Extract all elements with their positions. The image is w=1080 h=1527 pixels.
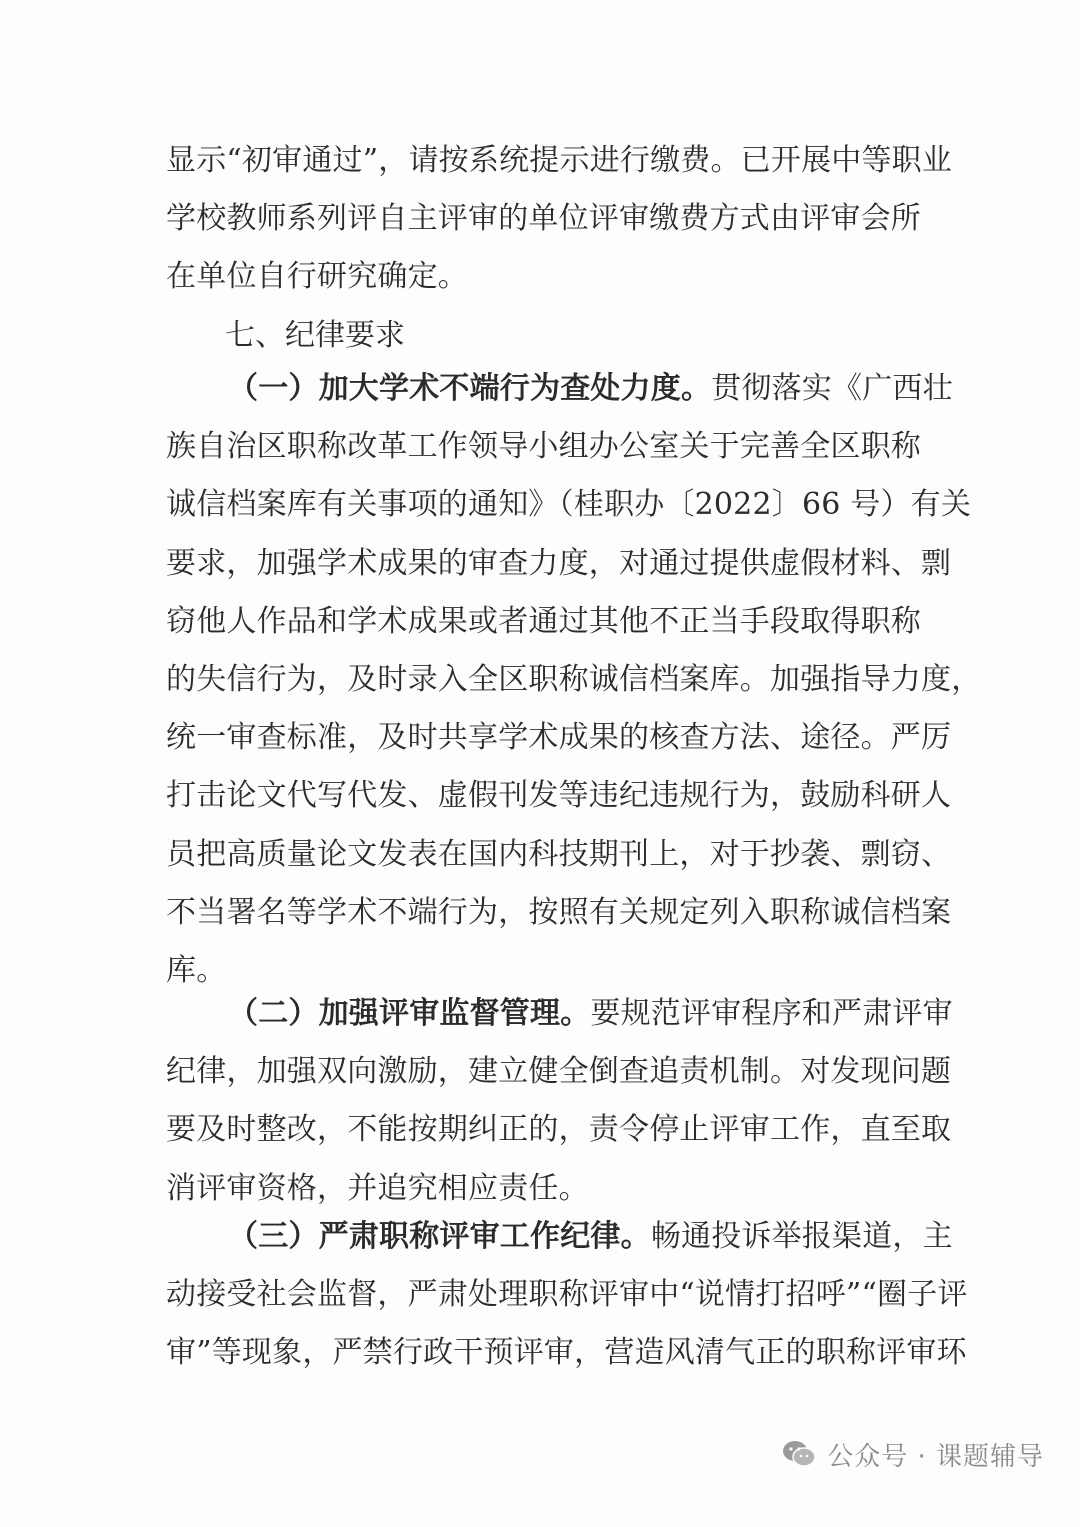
text-line: 不当署名等学术不端行为，按照有关规定列入职称诚信档案 — [166, 894, 952, 930]
section-heading: 七、纪律要求 — [225, 318, 405, 353]
paragraph-title: （三）严肃职称评审工作纪律。 — [228, 1219, 651, 1254]
text-line-content: 畅通投诉举报渠道，主 — [650, 1219, 953, 1254]
text-line-content: 要规范评审程序和严肃评审 — [590, 996, 953, 1031]
paragraph-review-discipline — [166, 1208, 968, 1383]
text-line: 族自治区职称改革工作领导小组办公室关于完善全区职称 — [166, 429, 921, 465]
text-line — [166, 1208, 953, 1266]
text-line: 消评审资格，并追究相应责任。 — [166, 1170, 589, 1206]
paragraph-review-supervision — [166, 985, 953, 1218]
paragraph-title: （二）加强评审监督管理。 — [228, 996, 591, 1031]
text-line: 库。 — [166, 952, 227, 988]
text-line: 审”等现象，严禁行政干预评审，营造风清气正的职称评审环 — [166, 1335, 967, 1371]
paragraph-academic-misconduct — [166, 360, 982, 1000]
text-line — [166, 985, 953, 1043]
text-line: 要求，加强学术成果的审查力度，对通过提供虚假材料、剽 — [166, 545, 952, 581]
text-line: 在单位自行研究确定。 — [166, 259, 468, 295]
text-line: 窃他人作品和学术成果或者通过其他不正当手段取得职称 — [166, 603, 921, 639]
text-line: 纪律，加强双向激励，建立健全倒查追责机制。对发现问题 — [166, 1054, 952, 1090]
text-line: 诚信档案库有关事项的通知》（桂职办〔2022〕66 号）有关 — [166, 487, 972, 523]
wechat-icon — [781, 1439, 817, 1469]
text-line: 打击论文代写代发、虚假刊发等违纪违规行为，鼓励科研人 — [166, 778, 952, 814]
text-line — [166, 360, 953, 418]
text-line-content: 贯彻落实《广西壮 — [711, 371, 953, 406]
text-line: 的失信行为，及时录入全区职称诚信档案库。加强指导力度， — [166, 661, 982, 697]
watermark-text: 公众号 · 课题辅导 — [827, 1441, 1044, 1472]
text-line: 统一审查标准，及时共享学术成果的核查方法、途径。严厉 — [166, 720, 952, 756]
intro-paragraph — [166, 132, 953, 307]
watermark — [781, 1434, 1044, 1474]
text-line: 员把高质量论文发表在国内科技期刊上，对于抄袭、剽窃、 — [166, 836, 952, 872]
text-line: 显示“初审通过”，请按系统提示进行缴费。已开展中等职业 — [166, 143, 953, 178]
text-line: 动接受社会监督，严肃处理职称评审中“说情打招呼”“圈子评 — [166, 1277, 968, 1313]
text-line: 学校教师系列评自主评审的单位评审缴费方式由评审会所 — [166, 201, 921, 237]
text-line: 要及时整改，不能按期纠正的，责令停止评审工作，直至取 — [166, 1112, 952, 1148]
paragraph-title: （一）加大学术不端行为查处力度。 — [228, 371, 712, 406]
